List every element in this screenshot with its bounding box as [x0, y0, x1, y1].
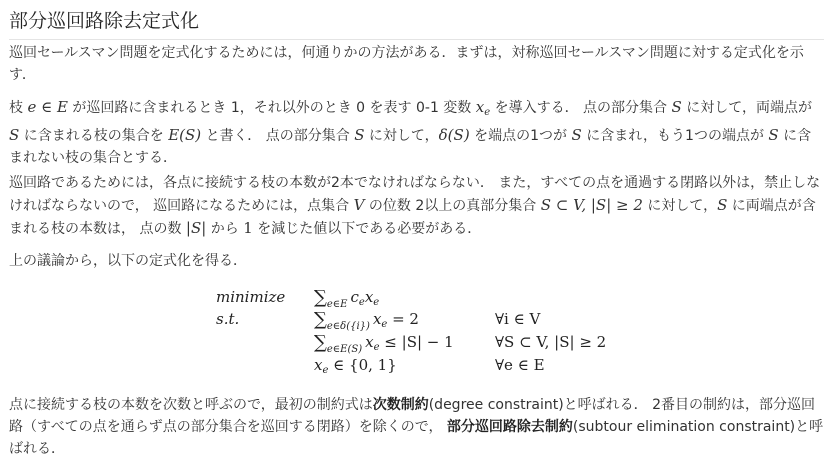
subtour-constraint-expression: $\sum_{e\in E(S)}$ $x_e \le |S| - 1$ [314, 332, 454, 355]
objective-expression: $\sum_{e\in E}$ $c_ex_e$ [314, 287, 380, 310]
math-abs-S: |S| [185, 219, 207, 237]
minimize-label: minimize [216, 288, 286, 306]
subtour-explanation-paragraph: 巡回路であるためには，各点に接続する枝の本数が2本でなければならない． また，すべての点を通過する閉路以外は，禁止しなければならないので， 巡回路になるためには，点集合 V の位数 2以上の真部分集合 S ⊂ V, |S| ≥ 2 に対して，S に両端点が含まれる枝の本数は， 点の数 |S| から 1 を減じた値以下である必要がある． [9, 175, 821, 237]
subject-to-label: s.t. [216, 310, 240, 328]
intro-paragraph: 巡回セールスマン問題を定式化するためには，何通りかの方法がある．まずは，対称巡回セールスマン問題に対する定式化を示す． [9, 45, 804, 83]
math-S: S [717, 196, 728, 214]
degree-constraint-term: 次数制約 [372, 397, 429, 413]
page-title: 部分巡回路除去定式化 [9, 0, 824, 40]
math-E-of-S: E(S) [168, 126, 202, 144]
math-proper-subset: S ⊂ V, |S| ≥ 2 [540, 196, 643, 214]
document-page [9, 0, 824, 457]
math-S: S [671, 98, 682, 116]
formulation-block [216, 286, 656, 382]
math-S: S [571, 126, 582, 144]
math-edge-in-E: e ∈ E [27, 98, 68, 116]
degree-constraint-expression: $\sum_{e\in\delta(\{i\})}$ $x_e = 2$ [314, 309, 419, 332]
math-S: S [9, 126, 20, 144]
math-x-e: $x_e$ [475, 98, 491, 118]
math-delta-of-S: δ(S) [438, 126, 470, 144]
math-one: 1 [243, 219, 253, 237]
degree-constraint-condition: ∀i ∈ V [495, 310, 541, 328]
subtour-elimination-term: 部分巡回路除去制約 [446, 419, 573, 435]
formulation-lead-paragraph: 上の議論から，以下の定式化を得る． [9, 253, 247, 269]
binary-constraint-condition: ∀e ∈ E [495, 356, 545, 374]
math-S: S [768, 126, 779, 144]
binary-constraint-expression: $x_e$ ∈ {0, 1} [314, 356, 397, 376]
math-S: S [354, 126, 365, 144]
math-V: V [353, 196, 365, 214]
constraint-naming-paragraph: 点に接続する枝の本数を次数と呼ぶので，最初の制約式は次数制約(degree constraint)と呼ばれる． 2番目の制約は，部分巡回路（すべての点を通らず点の部分集合を巡回する閉路）を除くので， 部分巡回路除去制約(subtour elimination constraint)と呼ばれる． [9, 397, 824, 457]
subtour-constraint-condition: ∀S ⊂ V, |S| ≥ 2 [495, 333, 607, 351]
variable-definition-paragraph: 枝 e ∈ E が巡回路に含まれるとき 1，それ以外のとき 0 を表す 0-1 変数 $x_e$ を導入する． 点の部分集合 S に対して，両端点が S に含まれる枝の集合を E(S) と書く． 点の部分集合 S に対して，δ(S) を端点の1つが S に含まれ，もう1つの端点が S に含まれない枝の集合とする． [9, 98, 812, 166]
